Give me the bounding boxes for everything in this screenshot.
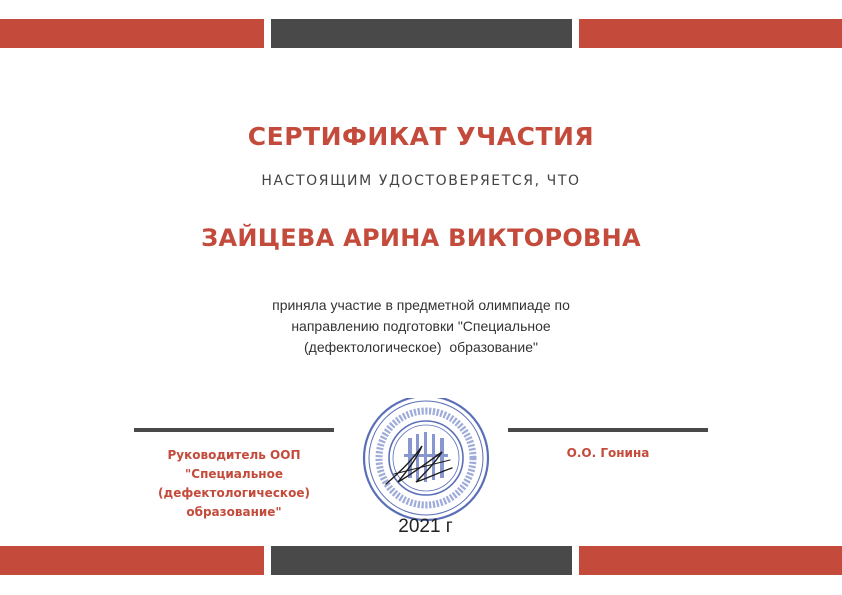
body-line: (дефектологическое) образование": [304, 339, 538, 355]
signatory-caption: [134, 446, 334, 522]
bottom-band-left: [0, 546, 264, 575]
certificate-year: 2021 г: [398, 516, 453, 537]
body-line: приняла участие в предметной олимпиаде по: [272, 297, 570, 313]
certificate-body: [221, 295, 621, 358]
certificate-subtitle: НАСТОЯЩИМ УДОСТОВЕРЯЕТСЯ, ЧТО: [261, 173, 581, 189]
signature-line-right: [508, 428, 708, 432]
body-line: направлению подготовки "Специальное: [291, 318, 551, 334]
bottom-band-right: [579, 546, 842, 575]
top-band-right: [579, 19, 842, 48]
recipient-name: ЗАЙЦЕВА АРИНА ВИКТОРОВНА: [201, 224, 641, 252]
bottom-band-middle: [271, 546, 572, 575]
signatory-name: О.О. Гонина: [566, 446, 650, 460]
top-band-left: [0, 19, 264, 48]
signatory-caption-line: "Специальное: [185, 467, 283, 481]
signatory-caption-line: Руководитель ООП: [167, 448, 301, 462]
signatory-caption-line: (дефектологическое): [158, 486, 310, 500]
stamp-icon: [358, 398, 493, 527]
certificate-title: СЕРТИФИКАТ УЧАСТИЯ: [247, 122, 595, 151]
seal-stamp-image: [358, 398, 493, 527]
signatory-caption-line: образование": [186, 505, 282, 519]
signature-line-left: [134, 428, 334, 432]
top-band-middle: [271, 19, 572, 48]
